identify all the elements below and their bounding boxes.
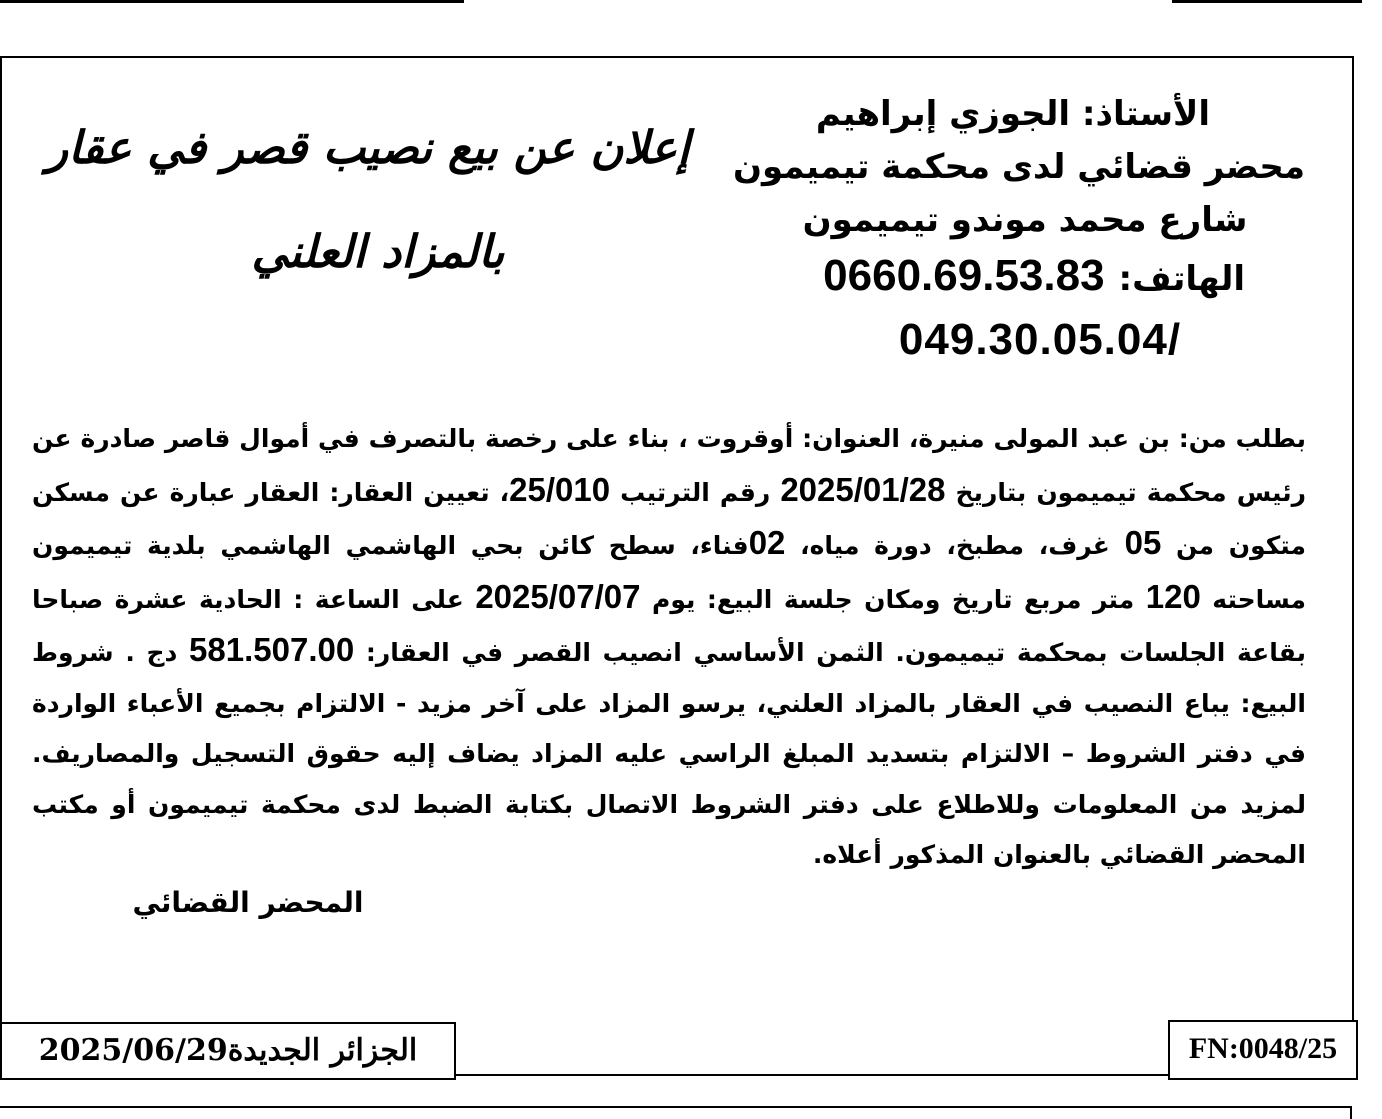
signature: المحضر القضائي (132, 886, 364, 919)
body-text-segment: بطلب من: بن عبد المولى منيرة، العنوان: أوقروت ، بناء على رخصة بالتصرف في أموال قاصر صادرة عن رئيس محكمة تيميمون بتاريخ (32, 424, 1307, 507)
permit-number: 25/010 (509, 470, 611, 508)
title-line-1: إعلان عن بيع نصيب قصر في عقار (46, 121, 690, 174)
area-value: 120 (1145, 577, 1201, 615)
bailiff-info (732, 88, 1305, 372)
bailiff-address: شارع محمد موندو تيميمون (802, 200, 1248, 240)
phone-row (745, 247, 1305, 308)
title-line-2: بالمزاد العلني (251, 225, 505, 278)
phone-number-2: 049.30.05.04/ (898, 315, 1182, 364)
courtyards-count: 02 (748, 524, 786, 561)
phone-number-1: 0660.69.53.83 (823, 251, 1105, 300)
body-text-segment: ، تعيين العقار: العقار عبارة عن مسكن متكون من (32, 477, 1306, 560)
sale-date: 2025/07/07 (475, 577, 641, 615)
body-text-segment: رقم الترتيب (610, 477, 781, 507)
announcement-body (32, 414, 1306, 881)
body-text-segment: متر مربع تاريخ ومكان جلسة البيع: يوم (640, 584, 1146, 614)
body-text-segment: غرف، مطبخ، دورة مياه، (785, 531, 1125, 560)
next-ad-frame (0, 1106, 1352, 1119)
body-text-segment: على الساعة : الحادية عشرة صباحا بقاعة الجلسات بمحكمة تيميمون. الثمن الأساسي انصيب القصر في العقار: (32, 584, 1306, 667)
reference-number: FN:0048/25 (1168, 1020, 1358, 1080)
bailiff-name: الأستاذ: الجوزي إبراهيم (815, 94, 1210, 134)
phone-label: الهاتف: (1118, 259, 1245, 299)
announcement-title (18, 96, 718, 304)
permit-date: 2025/01/28 (780, 470, 946, 508)
rooms-count: 05 (1124, 524, 1162, 561)
body-text-segment: فناء، سطح كائن بحي الهاشمي الهاشمي بلدية تيميمون مساحته (32, 531, 1306, 614)
base-price: 581.507.00 (189, 631, 355, 668)
bailiff-role: محضر قضائي لدى محكمة تيميمون (732, 147, 1305, 187)
top-divider-right (1172, 0, 1362, 3)
body-text-segment: دج . شروط البيع: يباع النصيب في العقار بالمزاد العلني، يرسو المزاد على آخر مزيد - الالتزام بجميع الأعباء الواردة في دفتر الشروط – الالتزام بتسديد المبلغ الراسي عليه المزاد يضاف إليه حقوق التسجيل والمصاريف. لمزيد من المعلومات وللاطلاع على دفتر الشروط الاتصال بكتابة الضبط لدى محكمة تيميمون أو مكتب المحضر القضائي بالعنوان المذكور أعلاه. (32, 638, 1306, 869)
newspaper-stamp: الجزائر الجديدة2025/06/29 (0, 1022, 456, 1080)
top-divider-left (0, 0, 464, 3)
